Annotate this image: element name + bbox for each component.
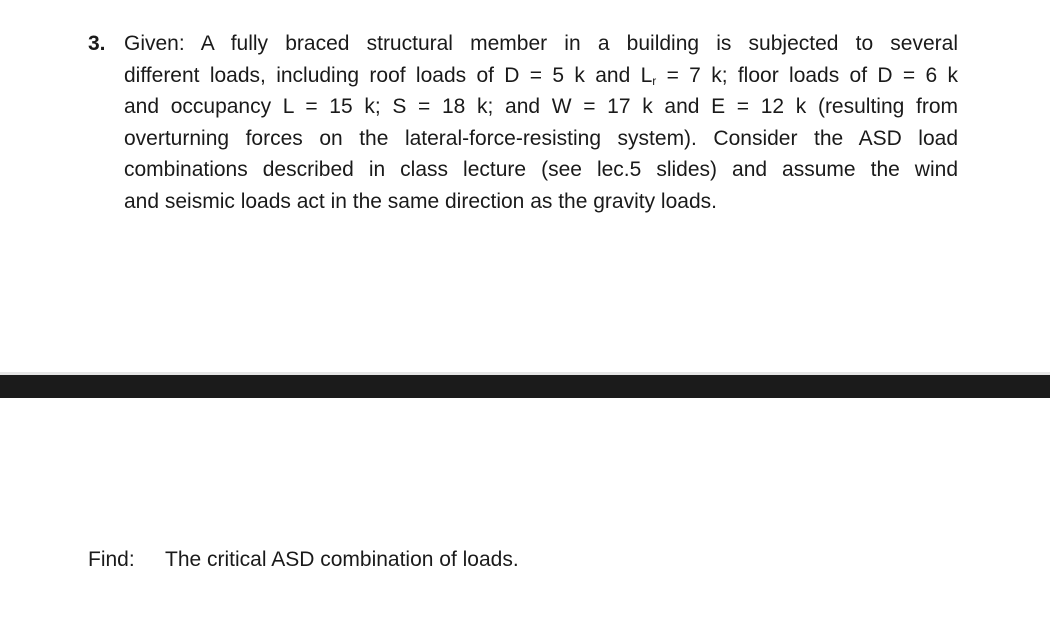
roof-live-subscript: r: [652, 73, 657, 88]
problem-body: [124, 28, 958, 217]
problem-line-4: overturning forces on the lateral-force-resisting system). Consider the ASD load: [124, 126, 958, 150]
problem-line-2: [124, 60, 958, 92]
find-statement: [88, 545, 519, 575]
find-label: Find:: [88, 548, 135, 571]
problem-line-2-head: different loads, including roof loads of D = 5 k and L: [124, 63, 653, 87]
problem-statement: [88, 28, 968, 217]
section-divider-bar: [0, 375, 1050, 398]
problem-line-1: Given: A fully braced structural member in a building is subjected to several: [124, 32, 958, 55]
problem-line-6: and seismic loads act in the same direction as the gravity loads.: [124, 189, 717, 213]
problem-number: 3.: [88, 32, 106, 55]
find-text: The critical ASD combination of loads.: [165, 548, 519, 571]
problem-line-5: combinations described in class lecture (see lec.5 slides) and assume the wind: [124, 158, 958, 181]
problem-line-3: and occupancy L = 15 k; S = 18 k; and W = 17 k and E = 12 k (resulting from: [124, 95, 958, 118]
problem-line-2-tail: = 7 k; floor loads of D = 6 k: [656, 63, 958, 87]
